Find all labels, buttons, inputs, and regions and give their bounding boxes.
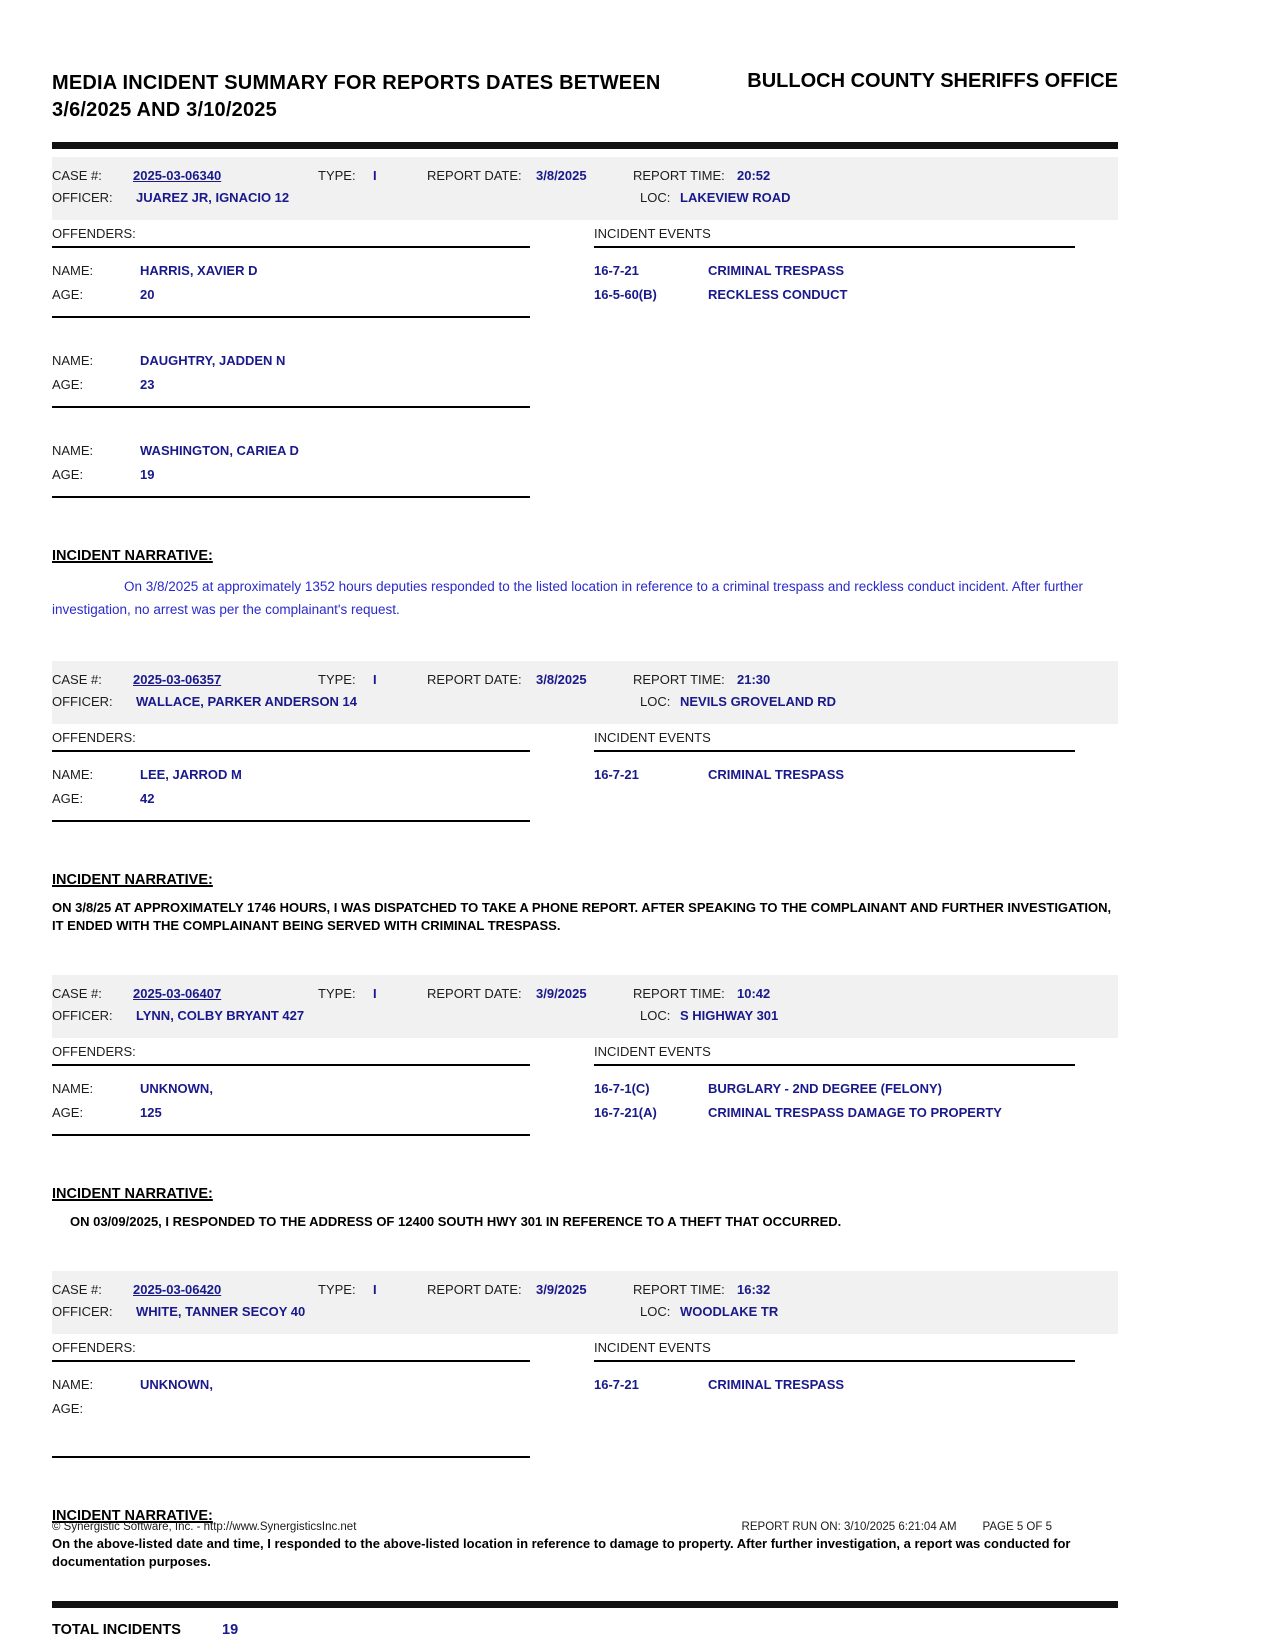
report-time-value: 21:30 [737, 672, 771, 687]
page-footer [52, 1521, 1052, 1533]
report-header [52, 70, 1118, 124]
case-label: CASE #: [52, 168, 102, 183]
total-incidents-label: TOTAL INCIDENTS [52, 1622, 181, 1638]
incident-narrative-header: INCIDENT NARRATIVE: [52, 872, 213, 888]
offender-age: 19 [140, 467, 155, 482]
offender-separator [52, 820, 530, 822]
case-header-band [52, 661, 1118, 724]
incident-events-header: INCIDENT EVENTS [594, 730, 1075, 752]
offenders-events-section [52, 1044, 1118, 1162]
report-time-value: 10:42 [737, 986, 771, 1001]
report-time-value: 20:52 [737, 168, 771, 183]
offenders-header: OFFENDERS: [52, 226, 530, 248]
case-label: CASE #: [52, 1282, 102, 1297]
incident-events-header: INCIDENT EVENTS [594, 1044, 1075, 1066]
event-row [594, 254, 1075, 278]
offender-age: 23 [140, 377, 155, 392]
type-label: TYPE: [318, 986, 356, 1001]
officer-row [52, 692, 1118, 714]
case-number-link[interactable]: 2025-03-06340 [133, 168, 222, 183]
events-column [594, 226, 1075, 524]
incident-events-header: INCIDENT EVENTS [594, 226, 1075, 248]
officer-row [52, 1302, 1118, 1324]
offenders-column [52, 226, 530, 524]
event-code: 16-7-1(C) [594, 1081, 650, 1096]
offender-name: LEE, JARROD M [140, 767, 242, 782]
age-label: AGE: [52, 1401, 84, 1416]
name-label: NAME: [52, 767, 94, 782]
offender-age-row [52, 1096, 530, 1120]
offender-block [52, 254, 530, 302]
age-label: AGE: [52, 377, 84, 392]
location-label: LOC: [640, 1008, 671, 1023]
name-label: NAME: [52, 353, 94, 368]
incident-narrative-header: INCIDENT NARRATIVE: [52, 1508, 213, 1524]
event-description: CRIMINAL TRESPASS DAMAGE TO PROPERTY [708, 1105, 1002, 1120]
officer-label: OFFICER: [52, 694, 113, 709]
offender-age-row [52, 458, 530, 482]
totals-row [52, 1622, 1170, 1638]
report-time-label: REPORT TIME: [633, 168, 725, 183]
offender-name: UNKNOWN, [140, 1081, 213, 1096]
report-run-on: REPORT RUN ON: 3/10/2025 6:21:04 AM [741, 1521, 957, 1533]
age-label: AGE: [52, 467, 84, 482]
type-label: TYPE: [318, 672, 356, 687]
event-code: 16-7-21 [594, 263, 639, 278]
offender-name-row [52, 254, 530, 278]
age-label: AGE: [52, 791, 84, 806]
offender-separator [52, 406, 530, 408]
events-column [594, 1044, 1075, 1162]
event-description: CRIMINAL TRESPASS [708, 1377, 845, 1392]
case-row [52, 984, 1118, 1006]
case-header-band [52, 1271, 1118, 1334]
offender-name-row [52, 1368, 530, 1392]
officer-value: JUAREZ JR, IGNACIO 12 [136, 190, 290, 205]
incident-narrative-text: ON 3/8/25 AT APPROXIMATELY 1746 HOURS, I WAS DISPATCHED TO TAKE A PHONE REPORT. AFTER SPEAKING TO THE COMPLAINANT AND FURTHER INVESTIGATION, IT ENDED WITH THE COMPLAINANT BEING SERVED WITH CRIMINAL TRESPASS. [52, 900, 1112, 933]
location-label: LOC: [640, 694, 671, 709]
age-label: AGE: [52, 287, 84, 302]
offender-age-row [52, 1392, 530, 1416]
report-time-label: REPORT TIME: [633, 672, 725, 687]
case-label: CASE #: [52, 672, 102, 687]
offenders-events-section [52, 226, 1118, 524]
offender-age-row [52, 368, 530, 392]
events-list [594, 254, 1075, 302]
footer-copyright: © Synergistic Software, Inc. - http://www.SynergisticsInc.net [52, 1521, 357, 1533]
offender-block [52, 1368, 530, 1416]
offender-age: 125 [140, 1105, 162, 1120]
case-number-link[interactable]: 2025-03-06420 [133, 1282, 222, 1297]
event-row [594, 1368, 1075, 1392]
offender-name: HARRIS, XAVIER D [140, 263, 258, 278]
offender-block [52, 434, 530, 482]
case-number-link[interactable]: 2025-03-06407 [133, 986, 222, 1001]
offenders-column [52, 1340, 530, 1484]
case-label: CASE #: [52, 986, 102, 1001]
event-row [594, 1072, 1075, 1096]
case-number-link[interactable]: 2025-03-06357 [133, 672, 222, 687]
name-label: NAME: [52, 1081, 94, 1096]
offender-name: WASHINGTON, CARIEA D [140, 443, 299, 458]
offender-name: UNKNOWN, [140, 1377, 213, 1392]
report-date-label: REPORT DATE: [427, 986, 522, 1001]
case-row [52, 166, 1118, 188]
total-incidents-value: 19 [222, 1622, 239, 1638]
event-description: BURGLARY - 2ND DEGREE (FELONY) [708, 1081, 943, 1096]
offender-age-row [52, 278, 530, 302]
offenders-column [52, 1044, 530, 1162]
offender-block [52, 758, 530, 806]
offender-age: 42 [140, 791, 155, 806]
offenders-header: OFFENDERS: [52, 1340, 530, 1362]
report-time-value: 16:32 [737, 1282, 771, 1297]
incident-narrative-text: ON 03/09/2025, I RESPONDED TO THE ADDRESS OF 12400 SOUTH HWY 301 IN REFERENCE TO A THEFT THAT OCCURRED. [70, 1214, 842, 1229]
offenders-column [52, 730, 530, 848]
offender-name: DAUGHTRY, JADDEN N [140, 353, 286, 368]
event-description: CRIMINAL TRESPASS [708, 767, 845, 782]
offender-name-row [52, 758, 530, 782]
offenders-header: OFFENDERS: [52, 1044, 530, 1066]
offender-name-row [52, 1072, 530, 1096]
agency-name: BULLOCH COUNTY SHERIFFS OFFICE [747, 70, 1118, 92]
officer-label: OFFICER: [52, 1304, 113, 1319]
type-value: I [373, 1282, 377, 1297]
top-rule [52, 142, 1118, 149]
offender-age-row [52, 782, 530, 806]
type-value: I [373, 672, 377, 687]
officer-row [52, 1006, 1118, 1028]
events-column [594, 730, 1075, 848]
offenders-header: OFFENDERS: [52, 730, 530, 752]
offender-name-row [52, 434, 530, 458]
offender-name-row [52, 344, 530, 368]
incident-narrative-header: INCIDENT NARRATIVE: [52, 548, 213, 564]
location-label: LOC: [640, 1304, 671, 1319]
officer-row [52, 188, 1118, 210]
bottom-rule [52, 1601, 1118, 1608]
offender-separator [52, 1456, 530, 1458]
report-date-value: 3/9/2025 [536, 1282, 587, 1297]
event-description: RECKLESS CONDUCT [708, 287, 848, 302]
name-label: NAME: [52, 263, 94, 278]
report-date-label: REPORT DATE: [427, 672, 522, 687]
incident-events-header: INCIDENT EVENTS [594, 1340, 1075, 1362]
report-date-value: 3/8/2025 [536, 168, 587, 183]
location-value: S HIGHWAY 301 [680, 1008, 779, 1023]
footer-right-group [742, 1521, 1052, 1533]
events-list [594, 1072, 1075, 1120]
name-label: NAME: [52, 443, 94, 458]
report-date-value: 3/9/2025 [536, 986, 587, 1001]
offender-block [52, 344, 530, 392]
location-value: NEVILS GROVELAND RD [680, 694, 837, 709]
type-label: TYPE: [318, 1282, 356, 1297]
officer-value: WHITE, TANNER SECOY 40 [136, 1304, 306, 1319]
report-date-value: 3/8/2025 [536, 672, 587, 687]
event-row [594, 1096, 1075, 1120]
report-time-label: REPORT TIME: [633, 1282, 725, 1297]
offenders-events-section [52, 730, 1118, 848]
type-label: TYPE: [318, 168, 356, 183]
offender-separator [52, 1134, 530, 1136]
incident-narrative-header: INCIDENT NARRATIVE: [52, 1186, 213, 1202]
page-indicator: PAGE 5 OF 5 [982, 1521, 1052, 1533]
event-code: 16-5-60(B) [594, 287, 657, 302]
events-list [594, 1368, 1075, 1392]
offender-block [52, 1072, 530, 1120]
event-description: CRIMINAL TRESPASS [708, 263, 845, 278]
name-label: NAME: [52, 1377, 94, 1392]
event-row [594, 278, 1075, 302]
report-date-label: REPORT DATE: [427, 1282, 522, 1297]
officer-value: LYNN, COLBY BRYANT 427 [136, 1008, 305, 1023]
location-label: LOC: [640, 190, 671, 205]
incident-narrative-text: On the above-listed date and time, I responded to the above-listed location in reference to damage to property. After further investigation, a report was conducted for documentation purposes. [52, 1536, 1071, 1569]
location-value: LAKEVIEW ROAD [680, 190, 791, 205]
event-row [594, 758, 1075, 782]
age-label: AGE: [52, 1105, 84, 1120]
report-date-label: REPORT DATE: [427, 168, 522, 183]
type-value: I [373, 986, 377, 1001]
officer-value: WALLACE, PARKER ANDERSON 14 [136, 694, 358, 709]
officer-label: OFFICER: [52, 190, 113, 205]
offender-separator [52, 316, 530, 318]
offender-separator [52, 496, 530, 498]
report-title: MEDIA INCIDENT SUMMARY FOR REPORTS DATES BETWEEN 3/6/2025 AND 3/10/2025 [52, 72, 661, 121]
incident-narrative-text: On 3/8/2025 at approximately 1352 hours deputies responded to the listed location in reference to a criminal trespass and reckless conduct incident. After further investigation, no arrest was per the complainant's request. [52, 579, 1084, 617]
events-list [594, 758, 1075, 782]
case-header-band [52, 975, 1118, 1038]
event-code: 16-7-21 [594, 1377, 639, 1392]
location-value: WOODLAKE TR [680, 1304, 779, 1319]
case-row [52, 1280, 1118, 1302]
officer-label: OFFICER: [52, 1008, 113, 1023]
report-time-label: REPORT TIME: [633, 986, 725, 1001]
events-column [594, 1340, 1075, 1484]
offender-age: 20 [140, 287, 155, 302]
case-header-band [52, 157, 1118, 220]
event-code: 16-7-21 [594, 767, 639, 782]
case-row [52, 670, 1118, 692]
type-value: I [373, 168, 377, 183]
event-code: 16-7-21(A) [594, 1105, 657, 1120]
offenders-events-section [52, 1340, 1118, 1484]
